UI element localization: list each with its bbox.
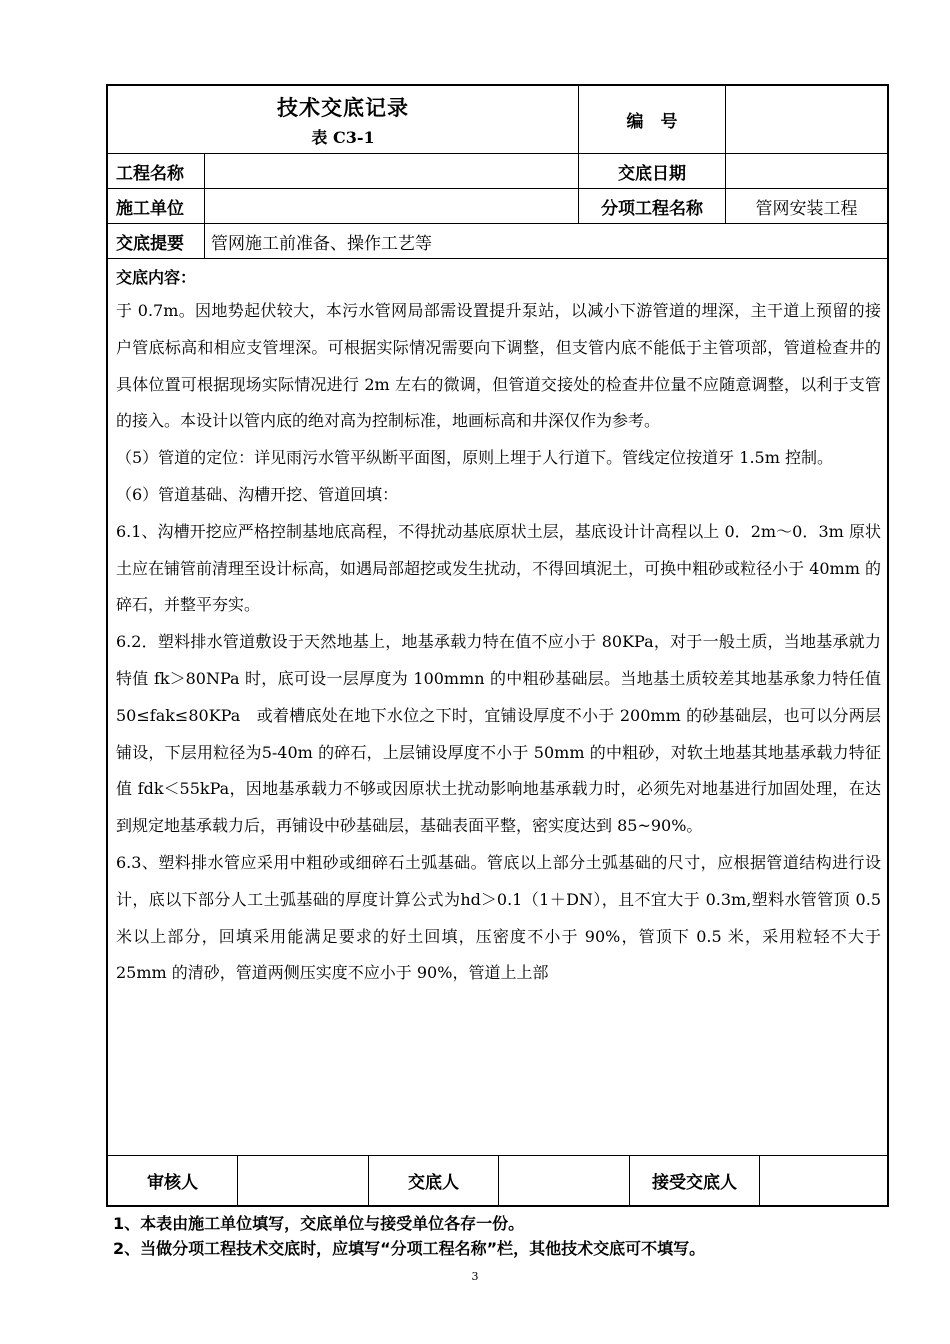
form-code: 表 C3-1 — [311, 127, 375, 147]
content-paragraph: 6.1、沟槽开挖应严格控制基地底高程，不得扰动基底原状土层，基底设计计高程以上 0．2m～0．3m 原状土应在铺管前清理至设计标高，如遇局部超挖或发生扰动，不得回填泥土，可换中粗砂或粒径小于 40mm 的碎石，并整平夯实。 — [116, 521, 881, 615]
note-item: 1、本表由施工单位填写，交底单位与接受单位各存一份。 — [113, 1214, 525, 1233]
reviewer-value — [238, 1156, 369, 1205]
discloser-label: 交底人 — [369, 1156, 499, 1205]
date-value — [726, 154, 887, 188]
summary-label: 交底提要 — [108, 224, 205, 258]
summary-row — [108, 224, 887, 259]
contractor-value — [205, 189, 579, 223]
subproject-value: 管网安装工程 — [755, 198, 858, 219]
disclosure-content — [108, 259, 887, 1155]
receiver-value — [760, 1156, 887, 1205]
summary-value: 管网施工前准备、操作工艺等 — [211, 233, 432, 254]
form-title-cell — [108, 86, 579, 153]
subproject-label: 分项工程名称 — [579, 189, 726, 223]
discloser-value — [499, 1156, 630, 1205]
project-row — [108, 154, 887, 189]
content-paragraph: （5）管道的定位：详见雨污水管平纵断平面图，原则上埋于人行道下。管线定位按道牙 1.5m 控制。 — [116, 448, 833, 468]
page-number: 3 — [471, 1270, 479, 1283]
content-paragraph: （6）管道基础、沟槽开挖、管道回填： — [116, 484, 399, 504]
form-notes — [113, 1211, 705, 1261]
contractor-label: 施工单位 — [108, 189, 205, 223]
reviewer-label: 审核人 — [108, 1156, 238, 1205]
content-paragraph: 于 0.7m。因地势起伏较大，本污水管网局部需设置提升泵站，以减小下游管道的埋深，主干道上预留的接户管底标高和相应支管埋深。可根据实际情况需要向下调整，但支管内底不能低于主管项部，管道检查井的具体位置可根据现场实际情况进行 2m 左右的微调，但管道交接处的检查井位量不应随意调整，以利于支管的接入。本设计以管内底的绝对高为控制标准，地画标高和井深仅作为参考。 — [116, 301, 881, 431]
number-value — [726, 86, 887, 153]
contractor-row — [108, 189, 887, 224]
project-name-value — [205, 154, 579, 188]
receiver-label: 接受交底人 — [630, 1156, 760, 1205]
signature-row — [108, 1155, 887, 1205]
project-name-label: 工程名称 — [108, 154, 205, 188]
content-paragraph: 6.2．塑料排水管道敷设于天然地基上，地基承载力特在值不应小于 80KPa，对于一般土质，当地基承就力特值 fk＞80NPa 时，底可设一层厚度为 100mmn 的中粗砂基础层。当地基土质较差其地基承象力特任值 50≤fak≤80KPa 或着槽底处在地下水位之下时，宜铺设厚度不小于 200mm 的砂基础层，也可以分两层铺设，下层用粒径为5-40m 的碎石，上层铺设厚度不小于 50mm 的中粗砂，对软土地基其地基承载力特征值 fdk＜55kPa，因地基承载力不够或因原状土扰动影响地基承载力时，必须先对地基进行加固处理，在达到规定地基承载力后，再铺设中砂基础层，基础表面平整，密实度达到 85~90%。 — [116, 632, 881, 836]
number-label: 编 号 — [579, 86, 726, 153]
form-header-row — [108, 86, 887, 154]
date-label: 交底日期 — [579, 154, 726, 188]
form-title: 技术交底记录 — [277, 95, 409, 120]
disclosure-form — [106, 84, 889, 1207]
note-item: 2、当做分项工程技术交底时，应填写“分项工程名称”栏，其他技术交底可不填写。 — [113, 1239, 706, 1258]
content-label: 交底内容： — [116, 268, 197, 287]
content-paragraph: 6.3、塑料排水管应采用中粗砂或细碎石土弧基础。管底以上部分土弧基础的尺寸，应根据管道结构进行设计，底以下部分人工土弧基础的厚度计算公式为hd＞0.1（1＋DN），且不宜大于 0.3m,塑料水管管顶 0.5 米以上部分，回填采用能满足要求的好土回填，压密度不小于 90%，管顶下 0.5 米，采用粒轻不大于 25mm 的清砂，管道两侧压实度不应小于 90%，管道上上部 — [116, 852, 881, 983]
